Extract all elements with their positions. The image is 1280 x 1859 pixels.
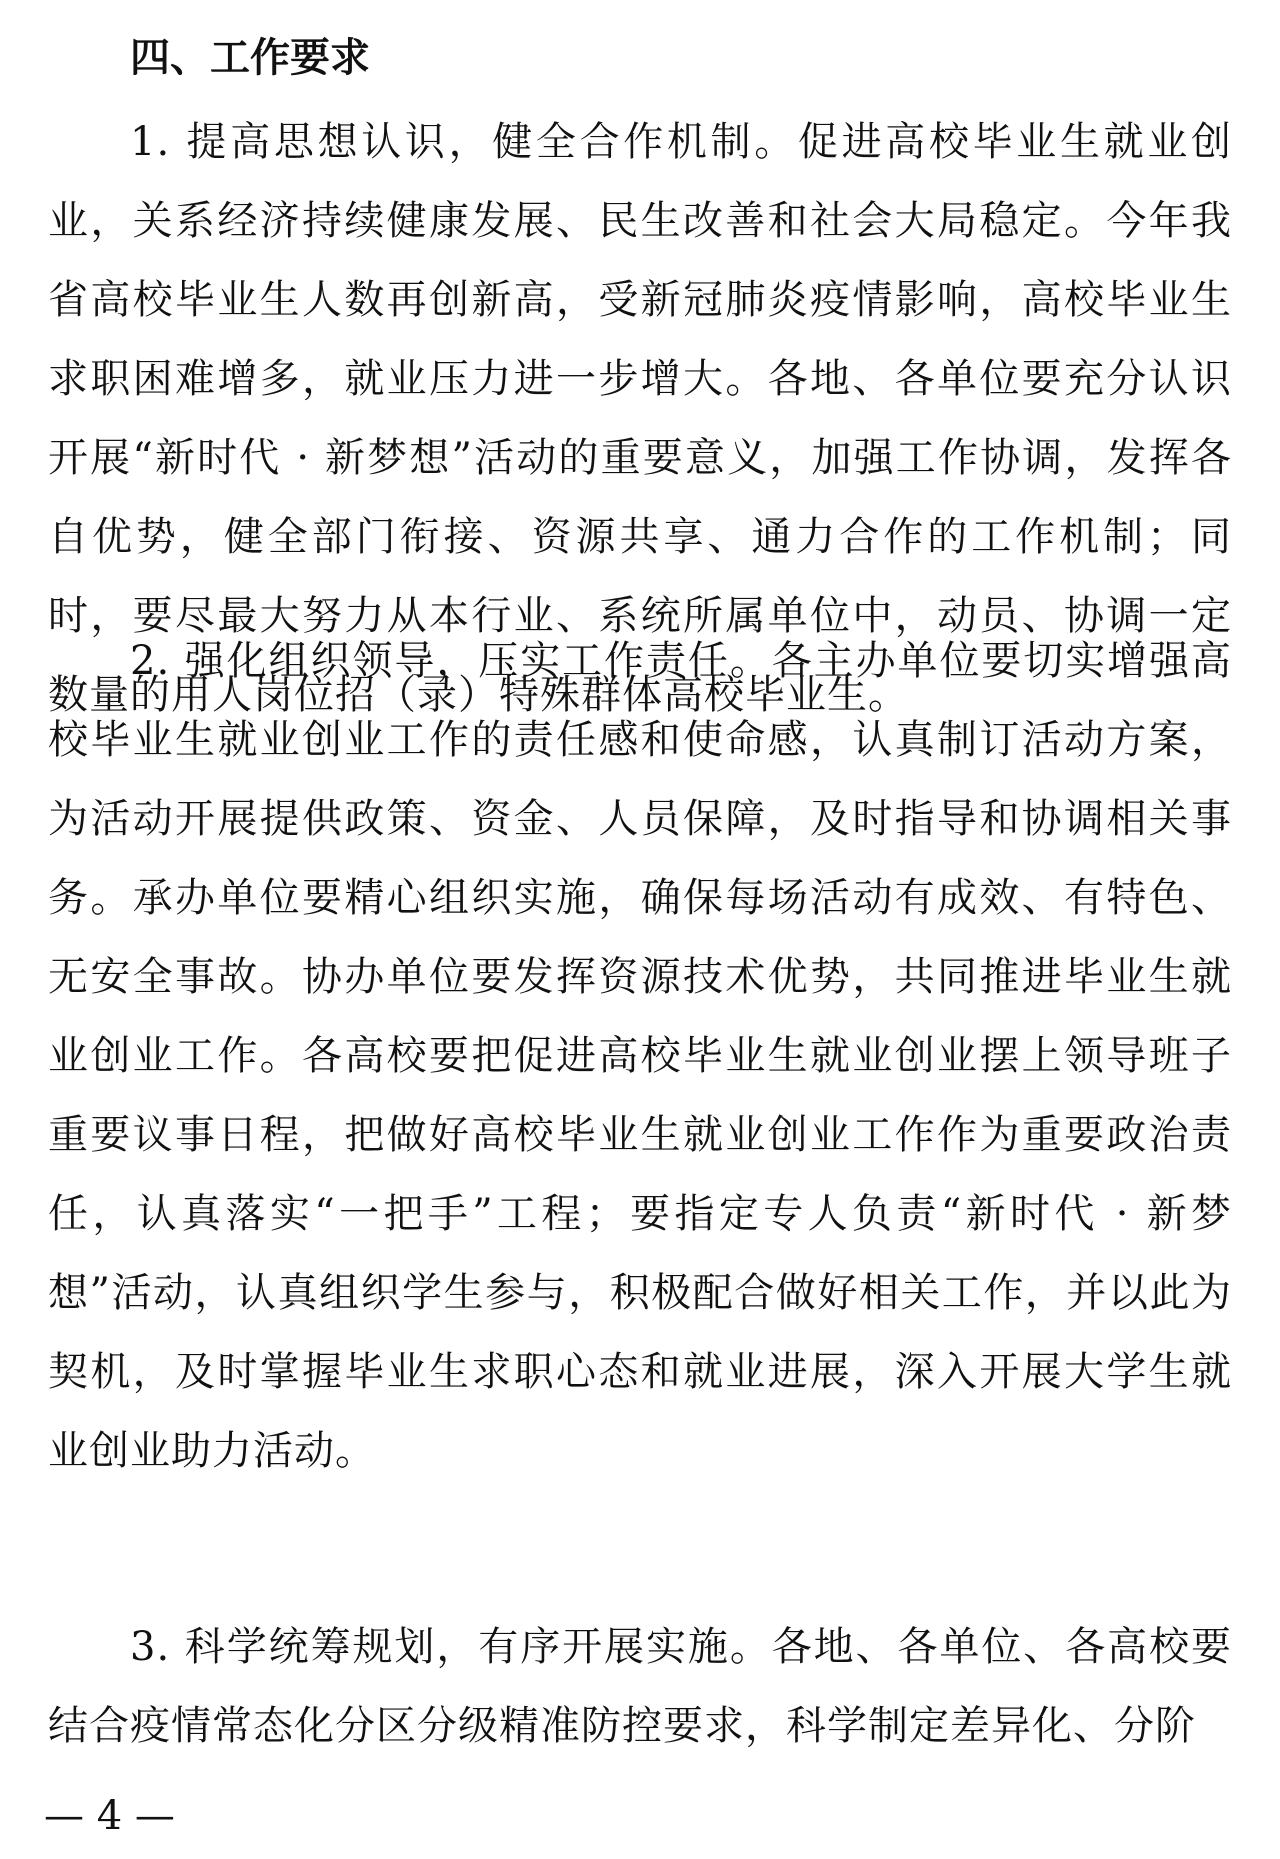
paragraph-2: 2. 强化组织领导，压实工作责任。各主办单位要切实增强高校毕业生就业创业工作的责任感和使命感，认真制订活动方案，为活动开展提供政策、资金、人员保障，及时指导和协调相关事务。承办单位要精心组织实施，确保每场活动有成效、有特色、无安全事故。协办单位要发挥资源技术优势，共同推进毕业生就业创业工作。各高校要把促进高校毕业生就业创业摆上领导班子重要议事日程，把做好高校毕业生就业创业工作作为重要政治责任，认真落实“一把手”工程；要指定专人负责“新时代 · 新梦想”活动，认真组织学生参与，积极配合做好相关工作，并以此为契机，及时掌握毕业生求职心态和就业进展，深入开展大学生就业创业助力活动。 (48, 638, 1232, 1474)
paragraph-1: 1. 提高思想认识，健全合作机制。促进高校毕业生就业创业，关系经济持续健康发展、民生改善和社会大局稳定。今年我省高校毕业生人数再创新高，受新冠肺炎疫情影响，高校毕业生求职困难增多，就业压力进一步增大。各地、各单位要充分认识开展“新时代 · 新梦想”活动的重要意义，加强工作协调，发挥各自优势，健全部门衔接、资源共享、通力合作的工作机制；同时，要尽最大努力从本行业、系统所属单位中，动员、协调一定数量的用人岗位招（录）特殊群体高校毕业生。 (48, 119, 1232, 718)
section-heading: 四、工作要求 (130, 35, 370, 81)
page-number: — 4 — (44, 1793, 175, 1839)
paragraph-3: 3. 科学统筹规划，有序开展实施。各地、各单位、各高校要结合疫情常态化分区分级精准防控要求，科学制定差异化、分阶 (48, 1624, 1232, 1749)
